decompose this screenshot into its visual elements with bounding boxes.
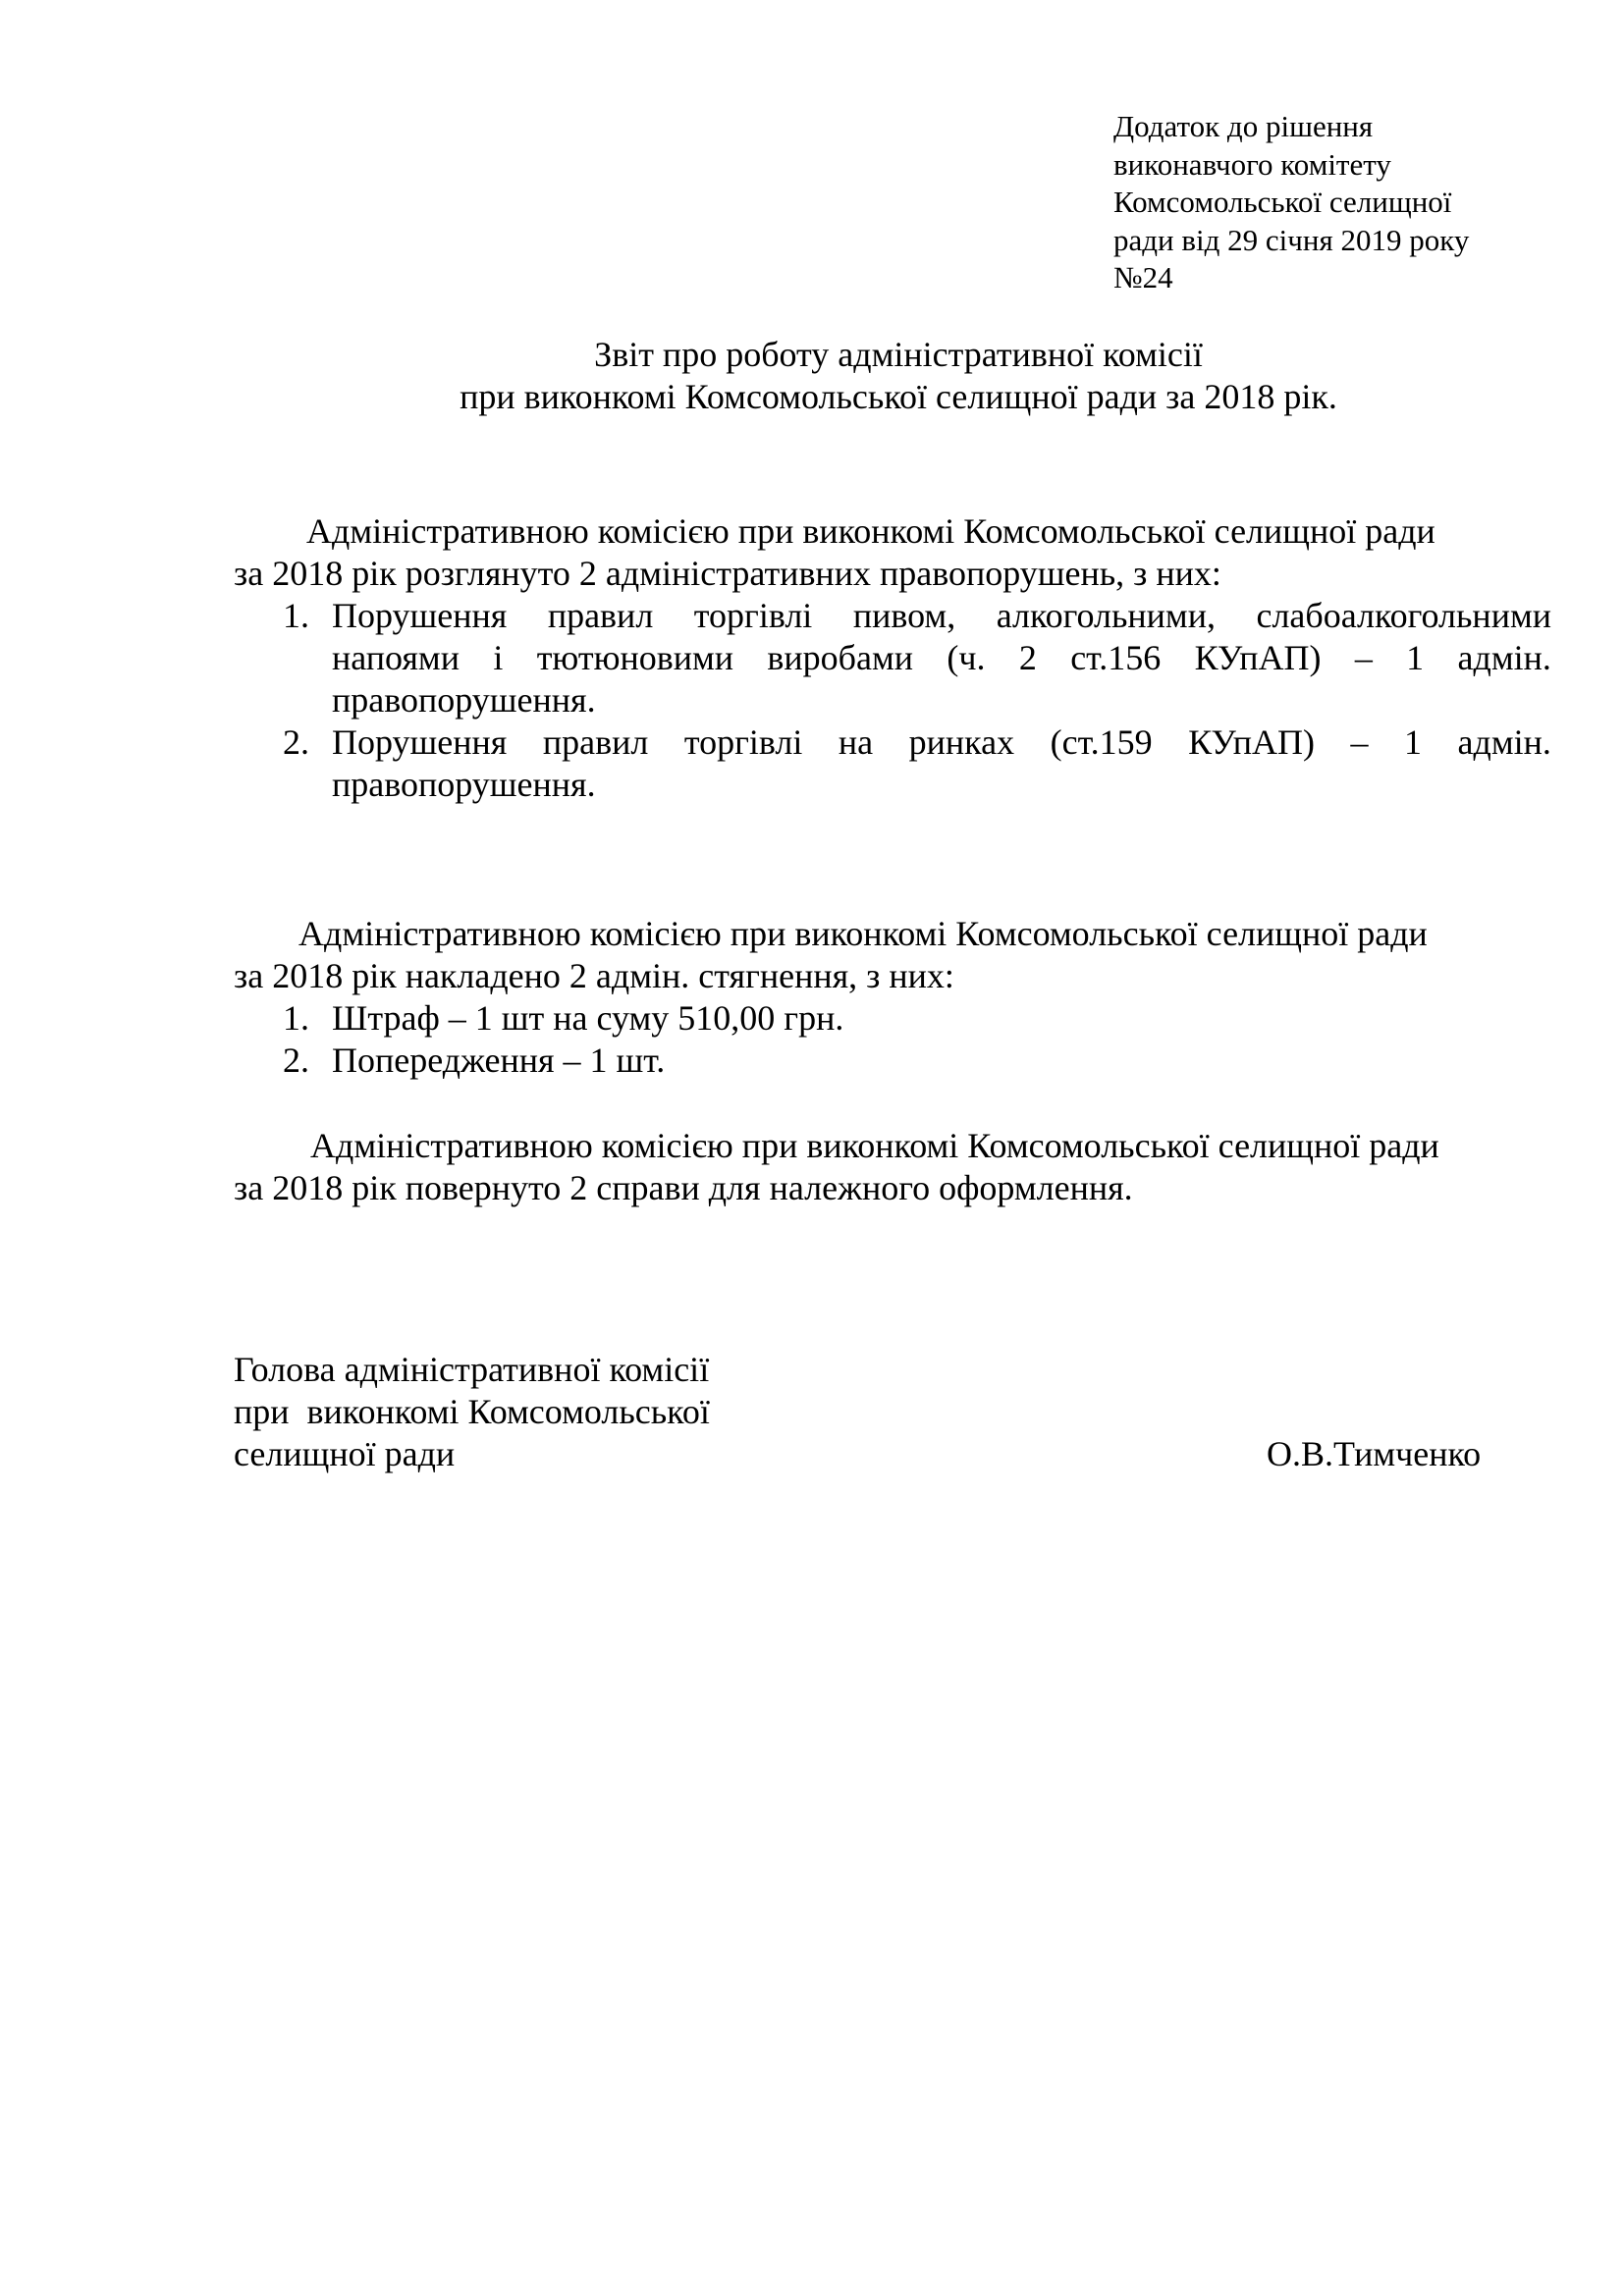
list-item-number: 2.	[283, 722, 309, 762]
signature-block	[234, 1349, 710, 1475]
word: слабоалкогольними	[1256, 596, 1551, 635]
signature-line: Голова адміністративної комісії	[234, 1350, 710, 1389]
word: адмін.	[1457, 638, 1551, 677]
section2-intro-line2: за 2018 рік накладено 2 адмін. стягнення, з них:	[234, 956, 954, 995]
annex-line: Комсомольської селищної	[1113, 185, 1452, 219]
word: 1	[1406, 638, 1425, 677]
section2-intro-line1: Адміністративною комісією при виконкомі Комсомольської селищної ради	[298, 914, 1428, 953]
section3-intro-line1: Адміністративною комісією при виконкомі Комсомольської селищної ради	[310, 1126, 1439, 1165]
word: торгівлі	[683, 722, 803, 762]
section2-intro	[234, 913, 1551, 997]
word: правил	[547, 596, 654, 635]
annex-note	[1113, 108, 1545, 297]
section3-intro-line2: за 2018 рік повернуто 2 справи для належного оформлення.	[234, 1168, 1133, 1207]
title-line-1: Звіт про роботу адміністративної комісії	[594, 335, 1203, 374]
list-item-number: 1.	[283, 596, 309, 635]
word: торгівлі	[693, 596, 813, 635]
section3-intro	[234, 1125, 1551, 1209]
word: –	[1354, 638, 1373, 677]
signature-line: селищної ради	[234, 1434, 456, 1473]
word: пивом,	[852, 596, 956, 635]
section1-intro-line2: за 2018 рік розглянуто 2 адміністративних правопорушень, з них:	[234, 554, 1221, 593]
list-item	[234, 1040, 1551, 1082]
word: алкогольними,	[996, 596, 1216, 635]
word: на	[838, 722, 874, 762]
list-item-line	[332, 637, 1551, 679]
section2-list	[234, 997, 1551, 1082]
word: 2	[1018, 638, 1037, 677]
word: напоями	[332, 638, 460, 677]
list-item	[234, 997, 1551, 1040]
annex-line: виконавчого комітету	[1113, 146, 1391, 182]
section1-intro	[234, 510, 1551, 595]
list-item-line: правопорушення.	[332, 680, 596, 720]
word: 1	[1404, 722, 1423, 762]
signer-name: О.В.Тимченко	[1267, 1434, 1482, 1473]
section1-intro-line1: Адміністративною комісією при виконкомі Комсомольської селищної ради	[306, 511, 1435, 551]
list-item-number: 2.	[283, 1041, 309, 1080]
word: тютюновими	[536, 638, 734, 677]
word: правил	[542, 722, 649, 762]
word: –	[1350, 722, 1369, 762]
annex-line: Додаток до рішення	[1113, 109, 1374, 143]
word: Порушення	[332, 722, 508, 762]
list-item-text: Штраф – 1 шт на суму 510,00 грн.	[332, 998, 844, 1038]
word: і	[493, 638, 504, 677]
section1-list	[234, 595, 1551, 806]
list-item	[234, 721, 1551, 806]
list-item-line: правопорушення.	[332, 765, 596, 804]
word: адмін.	[1457, 722, 1551, 762]
signature-line: при виконкомі Комсомольської	[234, 1392, 710, 1431]
word: ст.156	[1070, 638, 1162, 677]
word: КУпАП)	[1188, 722, 1315, 762]
word: ринках	[908, 722, 1015, 762]
list-item	[234, 595, 1551, 721]
title-line-2: при виконкомі Комсомольської селищної ради за 2018 рік.	[460, 377, 1337, 416]
word: Порушення	[332, 596, 508, 635]
word: (ст.159	[1050, 722, 1153, 762]
list-item-line	[332, 595, 1551, 637]
word: виробами	[767, 638, 914, 677]
document-title	[236, 334, 1561, 418]
annex-line: ради від 29 січня 2019 року	[1113, 222, 1470, 257]
word: КУпАП)	[1194, 638, 1322, 677]
list-item-number: 1.	[283, 998, 309, 1038]
annex-line: №24	[1113, 260, 1173, 294]
word: (ч.	[947, 638, 986, 677]
list-item-text: Попередження – 1 шт.	[332, 1041, 666, 1080]
list-item-line	[332, 721, 1551, 764]
